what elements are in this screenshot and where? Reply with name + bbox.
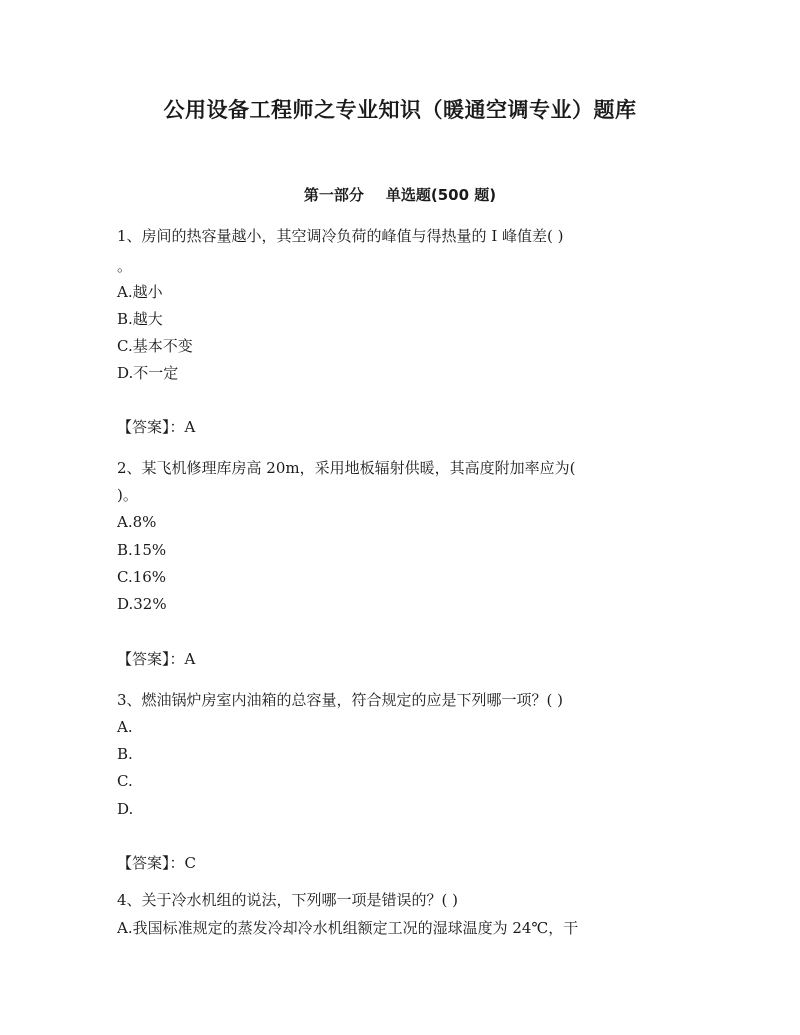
question-3-answer: 【答案】：C <box>117 854 196 872</box>
question-2-option-d: D.32% <box>117 595 167 613</box>
question-1-stem-cont: 。 <box>117 257 133 275</box>
question-2-option-c: C.16% <box>117 568 167 586</box>
question-1-option-a: A.越小 <box>117 283 163 301</box>
question-4-option-a: A.我国标准规定的蒸发冷却冷水机组额定工况的湿球温度为 24℃，干 <box>117 919 579 937</box>
question-3-option-d: D. <box>117 800 134 818</box>
document-title: 公用设备工程师之专业知识（暖通空调专业）题库 <box>163 98 637 122</box>
question-1-option-c: C.基本不变 <box>117 337 193 355</box>
question-2-stem: 2、某飞机修理库房高 20m，采用地板辐射供暖，其高度附加率应为( <box>117 459 576 477</box>
question-2-option-b: B.15% <box>117 541 167 559</box>
section-heading <box>0 184 800 205</box>
section-part: 第一部分 <box>303 186 364 204</box>
section-name: 单选题(500 题) <box>385 186 497 204</box>
question-3-stem: 3、燃油锅炉房室内油箱的总容量，符合规定的应是下列哪一项？( ) <box>117 691 564 709</box>
question-1-stem: 1、房间的热容量越小，其空调冷负荷的峰值与得热量的 I 峰值差( ) <box>117 227 564 245</box>
question-2-answer: 【答案】：A <box>117 650 196 668</box>
question-2-stem-cont: )。 <box>117 486 138 504</box>
question-2-option-a: A.8% <box>117 513 157 531</box>
question-3-option-c: C. <box>117 772 133 790</box>
question-1-answer: 【答案】：A <box>117 418 196 436</box>
question-4-stem: 4、关于冷水机组的说法，下列哪一项是错误的？( ) <box>117 891 459 909</box>
question-1-option-d: D.不一定 <box>117 364 179 382</box>
question-3-option-a: A. <box>117 718 133 736</box>
question-3-option-b: B. <box>117 745 133 763</box>
question-1-option-b: B.越大 <box>117 310 163 328</box>
